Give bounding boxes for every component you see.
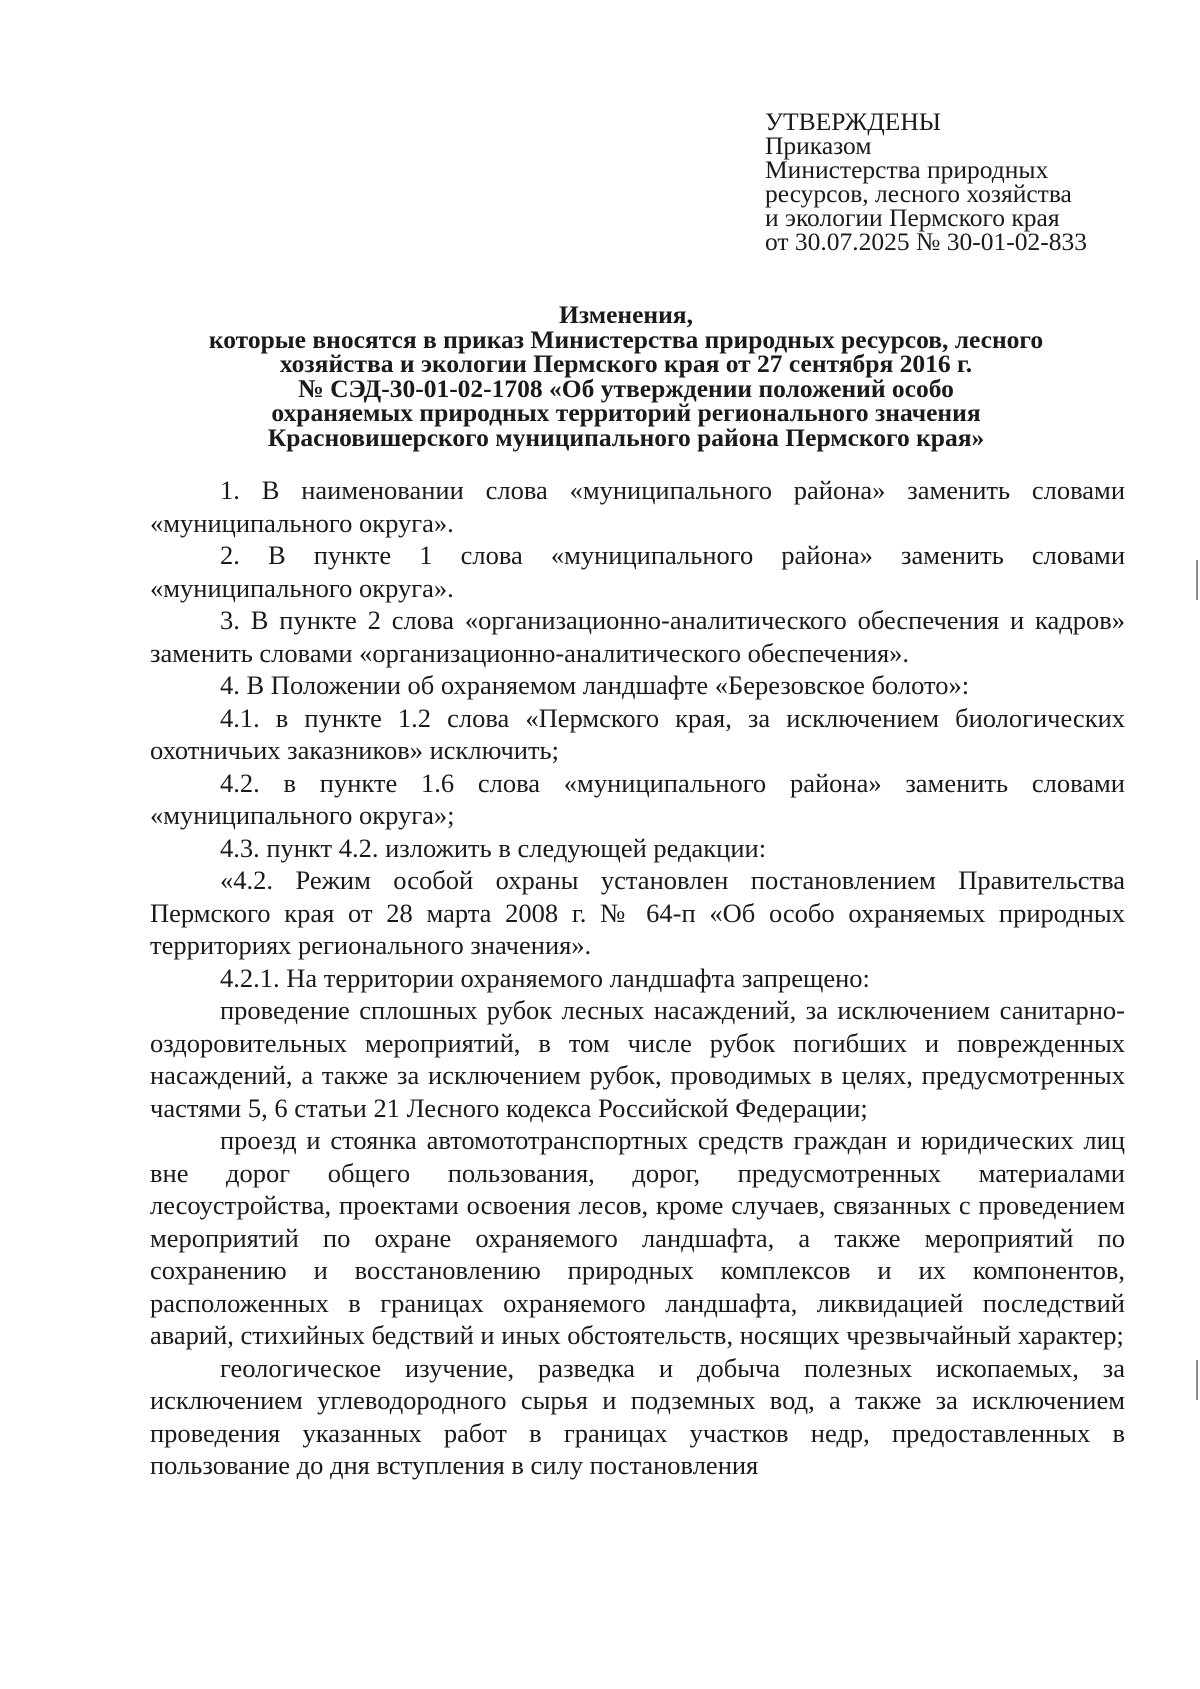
paragraph: 4.2.1. На территории охраняемого ландшафта запрещено: <box>220 962 870 993</box>
document-body <box>150 474 1125 1482</box>
title-line: № СЭД-30-01-02-1708 «Об утверждении положений особо <box>298 373 954 403</box>
paragraph: 4.1. в пункте 1.2 слова «Пермского края, за исключением биологических охотничьих заказников» исключить; <box>150 702 1125 765</box>
paragraph: проведение сплошных рубок лесных насаждений, за исключением санитарно-оздоровительных мероприятий, в том числе рубок погибших и поврежденных насаждений, а также за исключением рубок, проводимых в целях, предусмотренных частями 5, 6 статьи 21 Лесного кодекса Российской Федерации; <box>150 995 1125 1123</box>
title-line: Красновишерского муниципального района Пермского края» <box>267 422 985 452</box>
approval-line: ресурсов, лесного хозяйства <box>765 179 1072 208</box>
title-line: которые вносятся в приказ Министерства природных ресурсов, лесного <box>208 324 1044 354</box>
paragraph: 1. В наименовании слова «муниципального района» заменить словами «муниципального округа». <box>150 475 1125 538</box>
paragraph: геологическое изучение, разведка и добыча полезных ископаемых, за исключением углеводородного сырья и подземных вод, а также за исключением проведения указанных работ в границах участков недр, предоставленных в пользование до дня вступления в силу постановления <box>150 1352 1125 1480</box>
title-line: охраняемых природных территорий регионального значения <box>271 398 981 427</box>
approval-line: Приказом <box>765 131 872 160</box>
document-title <box>150 300 1102 452</box>
approval-line: от 30.07.2025 № 30-01-02-833 <box>765 227 1087 256</box>
paragraph: проезд и стоянка автомототранспортных средств граждан и юридических лиц вне дорог общего пользования, дорог, предусмотренных материалами лесоустройства, проектами освоения лесов, кроме случаев, связанных с проведением мероприятий по охране охраняемого ландшафта, а также мероприятий по сохранению и восстановлению природных комплексов и их компонентов, расположенных в границах охраняемого ландшафта, ликвидацией последствий аварий, стихийных бедствий и иных обстоятельств, носящих чрезвычайный характер; <box>150 1125 1125 1350</box>
paragraph: «4.2. Режим особой охраны установлен постановлением Правительства Пермского края от 28 марта 2008 г. № 64-п «Об особо охраняемых природных территориях регионального значения». <box>150 865 1125 960</box>
title-line: хозяйства и экологии Пермского края от 27 сентября 2016 г. <box>279 349 973 378</box>
approval-line: и экологии Пермского края <box>765 203 1060 232</box>
paragraph: 3. В пункте 2 слова «организационно-аналитического обеспечения и кадров» заменить словами «организационно-аналитического обеспечения». <box>150 605 1125 668</box>
paragraph: 4.2. в пункте 1.6 слова «муниципального района» заменить словами «муниципального округа»; <box>150 767 1125 830</box>
approval-line: УТВЕРЖДЕНЫ <box>765 107 941 136</box>
paragraph: 4. В Положении об охраняемом ландшафте «Березовское болото»: <box>220 670 970 700</box>
approval-line: Министерства природных <box>765 155 1049 184</box>
approval-stamp <box>765 107 1185 256</box>
scan-edge-marks <box>1188 0 1200 1689</box>
paragraph: 2. В пункте 1 слова «муниципального района» заменить словами «муниципального округа». <box>150 540 1125 603</box>
title-line: Изменения, <box>559 300 693 329</box>
paragraph: 4.3. пункт 4.2. изложить в следующей редакции: <box>220 832 767 863</box>
